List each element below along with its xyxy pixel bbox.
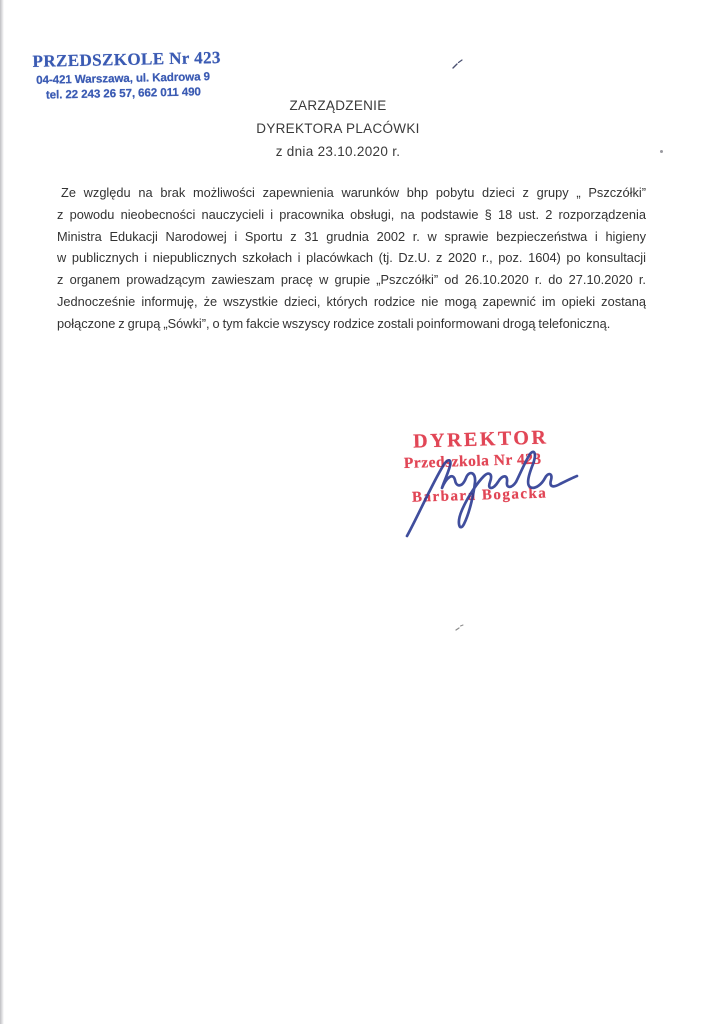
ink-speck-right xyxy=(660,150,663,153)
ink-speck-top xyxy=(451,57,465,76)
body-line: z powodu nieobecności nauczycieli i pracownika obsługi, na podstawie § 18 ust. 2 rozporządzenia xyxy=(57,206,646,222)
signature-scribble xyxy=(390,440,586,540)
title-line-1: ZARZĄDZENIE xyxy=(289,98,387,113)
school-stamp-name: PRZEDSZKOLE Nr 423 xyxy=(32,47,221,71)
body-line: w publicznych i niepublicznych szkołach i placówkach (tj. Dz.U. z 2020 r., poz. 1604) po konsultacji xyxy=(57,250,646,266)
director-stamp-title: DYREKTOR xyxy=(412,426,549,453)
director-stamp-subtitle: Przedszkola Nr 423 xyxy=(403,450,542,472)
school-stamp-phone: tel. 22 243 26 57, 662 011 490 xyxy=(45,85,201,102)
body-line: Ministra Edukacji Narodowej i Sportu z 31 grudnia 2002 r. w sprawie bezpieczeństwa i higieny xyxy=(57,228,646,244)
document-title xyxy=(138,95,538,163)
director-stamp-signer-name: Barbara Bogacka xyxy=(411,485,548,506)
scan-left-edge xyxy=(0,0,4,1024)
title-line-3: z dnia 23.10.2020 r. xyxy=(275,143,401,159)
body-line: z organem prowadzącym zawieszam pracę w grupie „Pszczółki” od 26.10.2020 r. do 27.10.2020 r. xyxy=(57,272,646,288)
body-line: Ze względu na brak możliwości zapewnienia warunków bhp pobytu dzieci z grupy „ Pszczółki” xyxy=(61,185,646,200)
body-line: Jednocześnie informuję, że wszystkie dzieci, których rodzice nie mogą zapewnić im opieki zostaną xyxy=(57,293,646,309)
title-line-2: DYREKTORA PLACÓWKI xyxy=(256,120,420,136)
school-stamp-address: 04-421 Warszawa, ul. Kadrowa 9 xyxy=(36,70,211,87)
body-paragraph xyxy=(57,182,646,335)
body-line: połączone z grupą „Sówki”, o tym fakcie wszyscy rodzice zostali poinformowani drogą telefoniczną. xyxy=(57,315,611,331)
ink-speck-middle xyxy=(454,621,466,639)
